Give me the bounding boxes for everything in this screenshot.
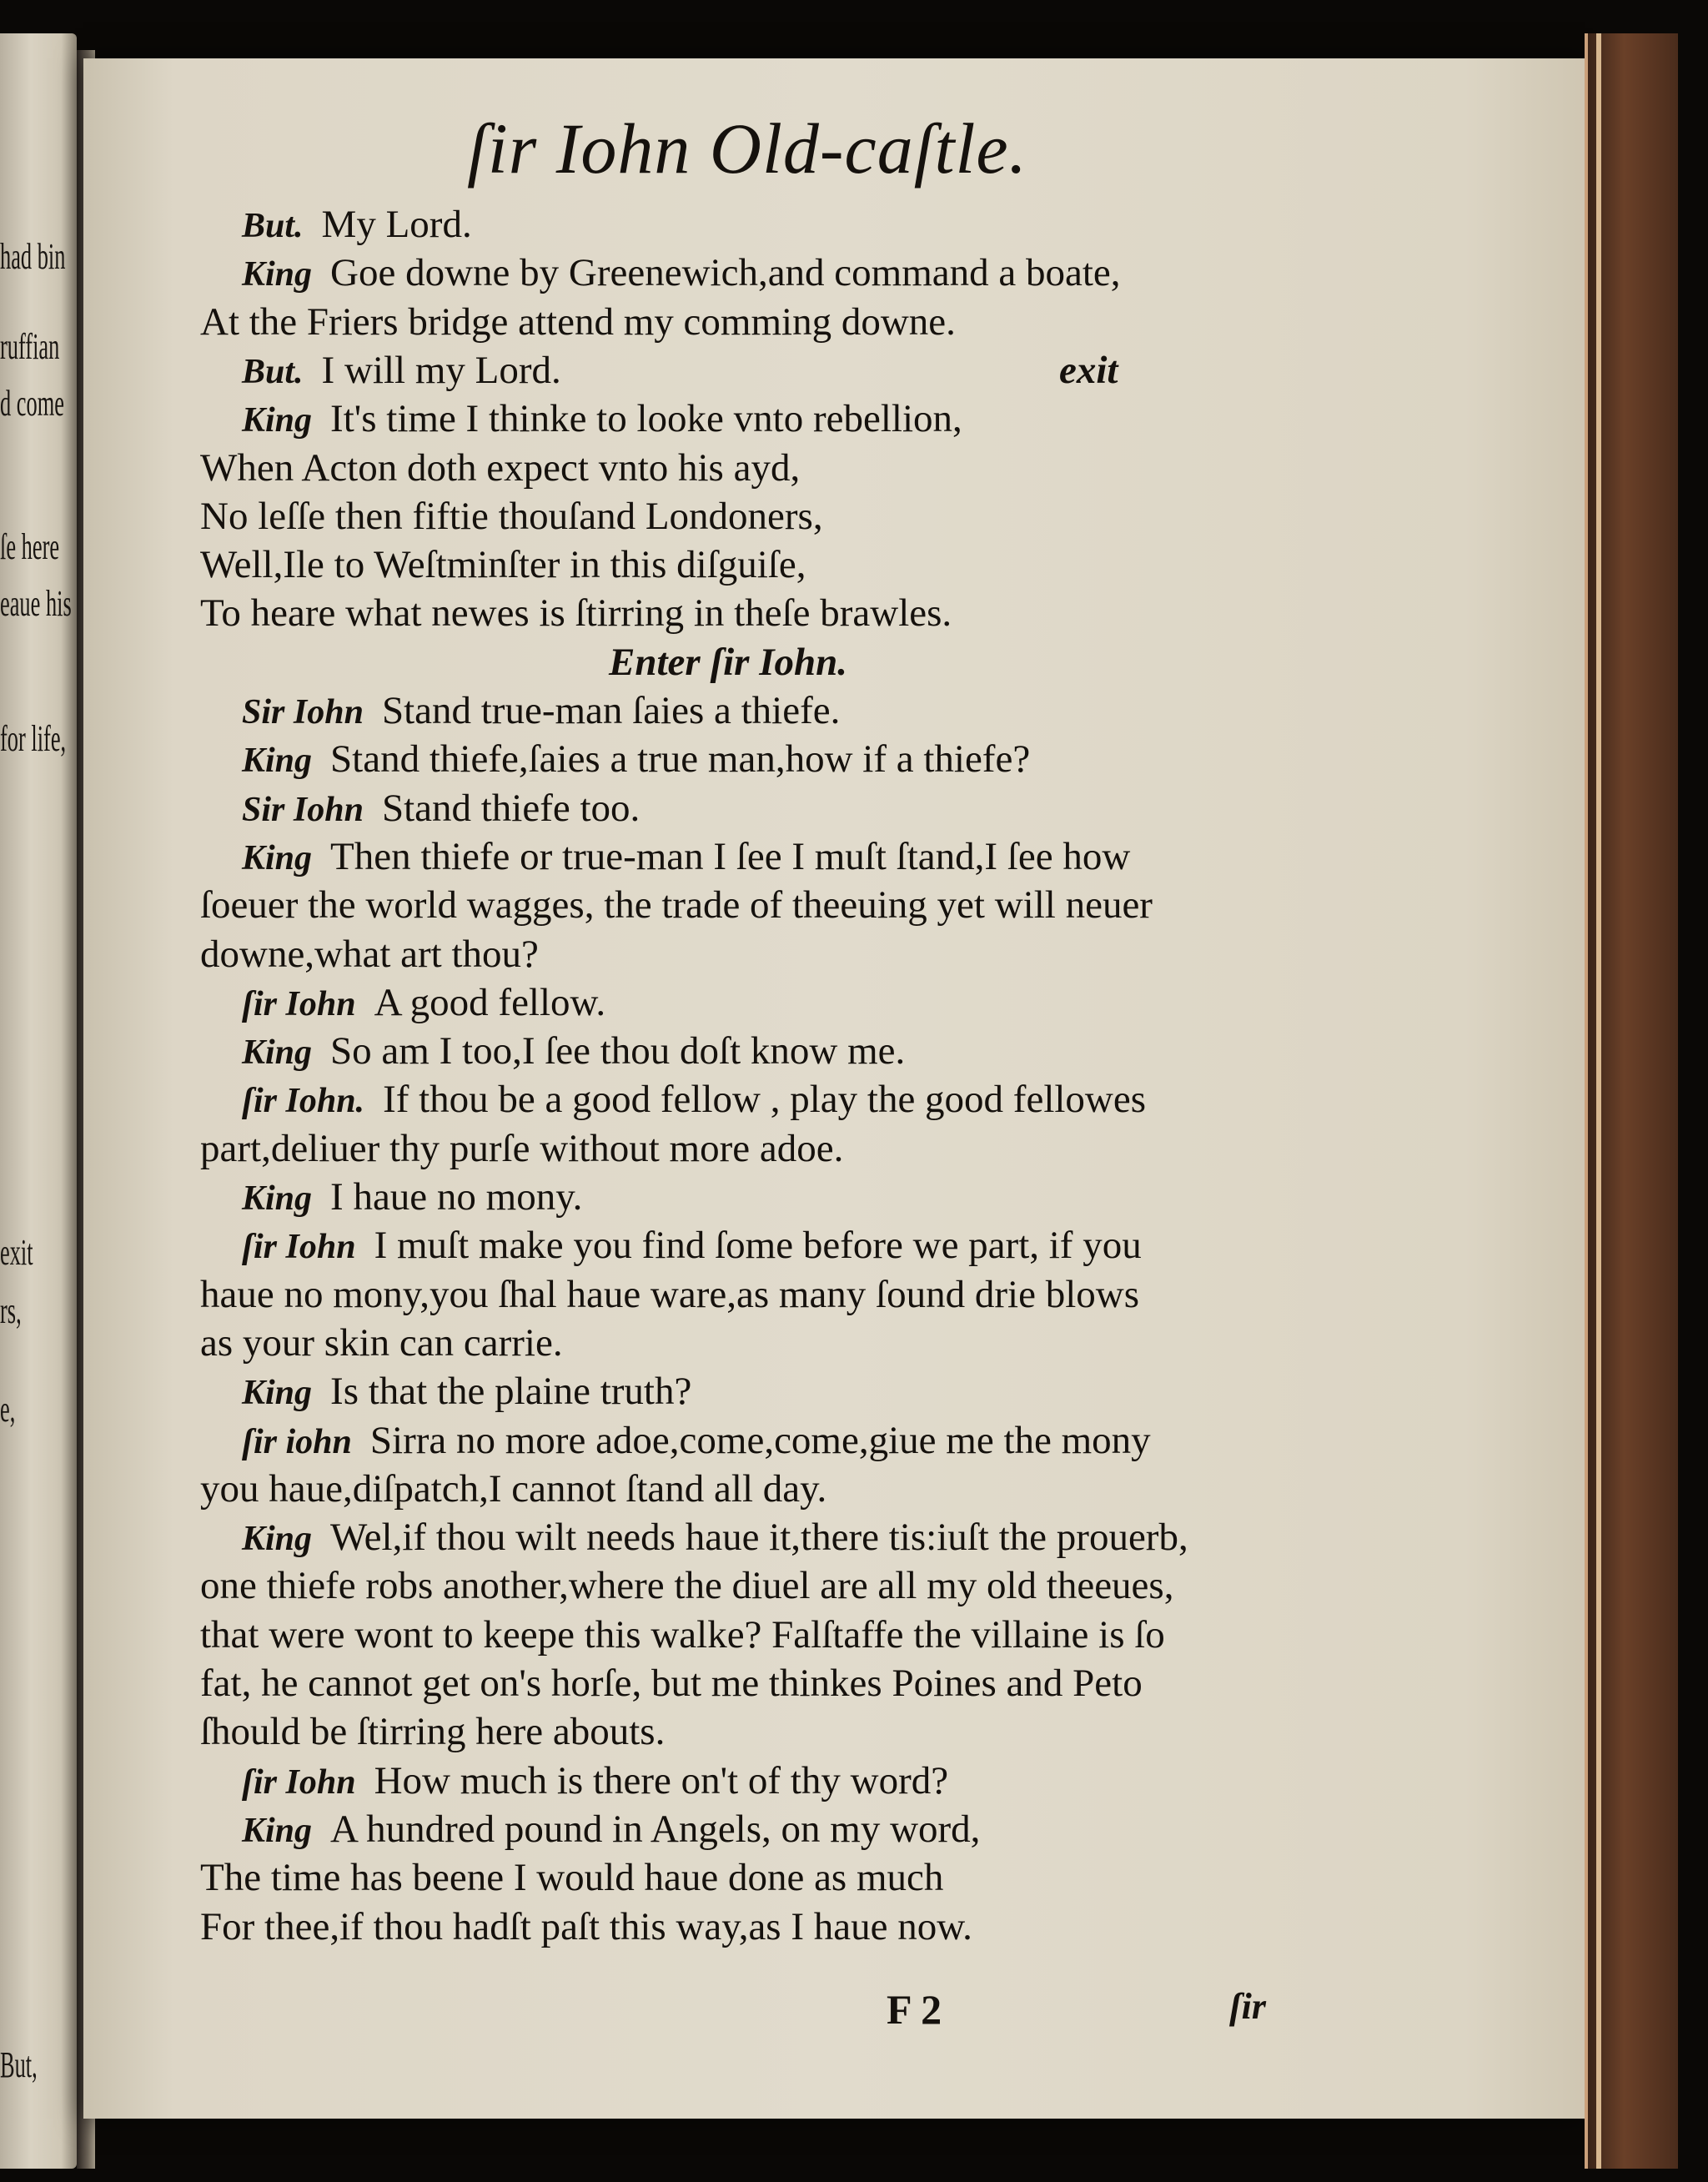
text-line	[242, 251, 1121, 294]
catchword: ſir	[1229, 1986, 1266, 2027]
speaker-name: Sir Iohn	[242, 693, 364, 732]
speaker-name: But.	[242, 353, 304, 391]
dialogue-text: No leſſe then fiftie thouſand Londoners,	[200, 495, 823, 538]
text-line	[242, 1759, 949, 1802]
dialogue-text: Is that the plaine truth?	[330, 1370, 692, 1413]
text-line	[242, 205, 472, 244]
stage-direction: Enter ſir Iohn.	[609, 641, 848, 684]
dialogue-text: part,deliuer thy purſe without more adoe.	[200, 1127, 844, 1170]
dialogue-text: haue no mony,you ſhal haue ware,as many ſound drie blows	[200, 1273, 1139, 1316]
signature-mark: F 2	[887, 1986, 942, 2033]
dialogue-text: as your skin can carrie.	[200, 1321, 563, 1365]
speaker-name: King	[242, 1520, 313, 1558]
text-line	[242, 1372, 691, 1411]
text-line	[242, 691, 840, 731]
text-line	[242, 1029, 906, 1073]
text-line	[242, 1175, 583, 1219]
left-page-fragment: rs,	[0, 1290, 22, 1331]
text-line	[200, 1664, 1143, 1703]
dialogue-text: I will my Lord.	[321, 349, 561, 392]
text-line	[242, 1807, 981, 1851]
dialogue-text: Goe downe by Greenewich,and command a boate,	[330, 251, 1121, 294]
dialogue-text: I muſt make you find ſome before we part, if you	[374, 1224, 1142, 1267]
speaker-name: Sir Iohn	[242, 791, 364, 829]
text-line	[609, 643, 847, 682]
text-line	[200, 1467, 827, 1511]
left-page-fragment: ſe here	[0, 526, 60, 567]
dialogue-text: For thee,if thou hadſt paſt this way,as I haue now.	[200, 1905, 972, 1948]
text-line	[200, 1566, 1173, 1606]
text-line	[242, 349, 1118, 392]
dialogue-text: My Lord.	[321, 203, 472, 246]
text-line	[242, 1226, 1142, 1265]
speaker-name: ſir Iohn	[242, 1228, 356, 1266]
speaker-name: King	[242, 1179, 313, 1218]
text-line	[242, 1518, 1188, 1557]
dialogue-text: ſhould be ſtirring here abouts.	[200, 1710, 666, 1753]
dialogue-text: that were wont to keepe this walke? Falſtaffe the villaine is ſo	[200, 1613, 1165, 1657]
dialogue-text: fat, he cannot get on's horſe, but me thinkes Poines and Peto	[200, 1662, 1143, 1705]
speaker-name: King	[242, 839, 313, 877]
text-line	[200, 1613, 1165, 1657]
dialogue-text: Then thiefe or true-man I ſee I muſt ſtand,I ſee how	[330, 835, 1131, 878]
text-line	[200, 543, 806, 586]
speaker-name: King	[242, 401, 313, 440]
text-line	[200, 935, 539, 974]
dialogue-text: It's time I thinke to looke vnto rebellion,	[330, 397, 962, 440]
text-line	[242, 737, 1031, 781]
text-line	[200, 883, 1153, 927]
text-line	[200, 1712, 665, 1752]
left-page-fragment: ruffian	[0, 326, 60, 367]
text-line	[200, 1858, 943, 1898]
speaker-name: ſir Iohn.	[242, 1082, 365, 1120]
dialogue-text: Well,Ile to Weſtminſter in this diſguiſe,	[200, 543, 806, 586]
speaker-name: King	[242, 255, 313, 294]
text-line	[200, 1275, 1139, 1315]
dialogue-text: When Acton doth expect vnto his ayd,	[200, 446, 801, 490]
dialogue-text: A hundred pound in Angels, on my word,	[330, 1807, 981, 1851]
speaker-name: King	[242, 1812, 313, 1850]
dialogue-text: If thou be a good fellow , play the good fellowes	[383, 1078, 1147, 1121]
text-line	[242, 983, 605, 1023]
text-line	[200, 1905, 972, 1948]
page-title: ſir Iohn Old-caſtle.	[467, 108, 1028, 189]
speaker-name: King	[242, 1374, 313, 1412]
dialogue-text: ſoeuer the world wagges, the trade of theeuing yet will neuer	[200, 883, 1153, 927]
dialogue-text: At the Friers bridge attend my comming downe.	[200, 300, 956, 344]
dialogue-text: The time has beene I would haue done as much	[200, 1856, 944, 1899]
left-page	[0, 33, 77, 2169]
text-line	[242, 397, 962, 440]
speaker-name: King	[242, 1033, 313, 1072]
book-cover-edge	[1585, 33, 1678, 2169]
dialogue-text: downe,what art thou?	[200, 933, 539, 976]
speaker-name: But.	[242, 207, 304, 245]
dialogue-text: you haue,diſpatch,I cannot ſtand all day.	[200, 1467, 827, 1511]
dialogue-text: Stand true-man ſaies a thiefe.	[381, 689, 841, 732]
left-page-fragment: But,	[0, 2044, 38, 2085]
speaker-name: ſir Iohn	[242, 1763, 356, 1802]
left-page-fragment: for life,	[0, 718, 67, 759]
dialogue-text: Sirra no more adoe,come,come,giue me the mony	[369, 1419, 1151, 1462]
text-line	[200, 446, 801, 490]
text-line	[200, 497, 823, 536]
dialogue-text: A good fellow.	[374, 981, 606, 1024]
text-line	[242, 837, 1130, 877]
speaker-name: ſir Iohn	[242, 985, 356, 1023]
speaker-name: King	[242, 742, 313, 780]
text-line	[200, 1129, 843, 1169]
exit-direction: exit	[1059, 349, 1118, 392]
left-page-fragment: e,	[0, 1389, 16, 1430]
text-line	[242, 789, 640, 828]
dialogue-text: So am I too,I ſee thou doſt know me.	[330, 1029, 906, 1073]
text-line	[242, 1080, 1146, 1119]
dialogue-text: Wel,if thou wilt needs haue it,there tis:iuſt the prouerb,	[330, 1516, 1188, 1559]
dialogue-text: How much is there on't of thy word?	[374, 1759, 949, 1802]
text-line	[200, 591, 952, 635]
dialogue-text: Stand thiefe,ſaies a true man,how if a thiefe?	[330, 737, 1031, 781]
speaker-name: ſir iohn	[242, 1423, 352, 1461]
left-page-fragment: d come	[0, 383, 64, 424]
dialogue-text: one thiefe robs another,where the diuel are all my old theeues,	[200, 1564, 1174, 1607]
left-page-fragment: eaue his	[0, 583, 72, 624]
dialogue-text: Stand thiefe too.	[381, 787, 640, 830]
left-page-fragment: exit	[0, 1232, 33, 1273]
text-line	[200, 1321, 563, 1365]
dialogue-text: To heare what newes is ſtirring in theſe brawles.	[200, 591, 952, 635]
text-line	[200, 300, 956, 344]
left-page-fragment: had bin	[0, 236, 66, 277]
text-line	[242, 1421, 1151, 1461]
dialogue-text: I haue no mony.	[330, 1175, 583, 1219]
